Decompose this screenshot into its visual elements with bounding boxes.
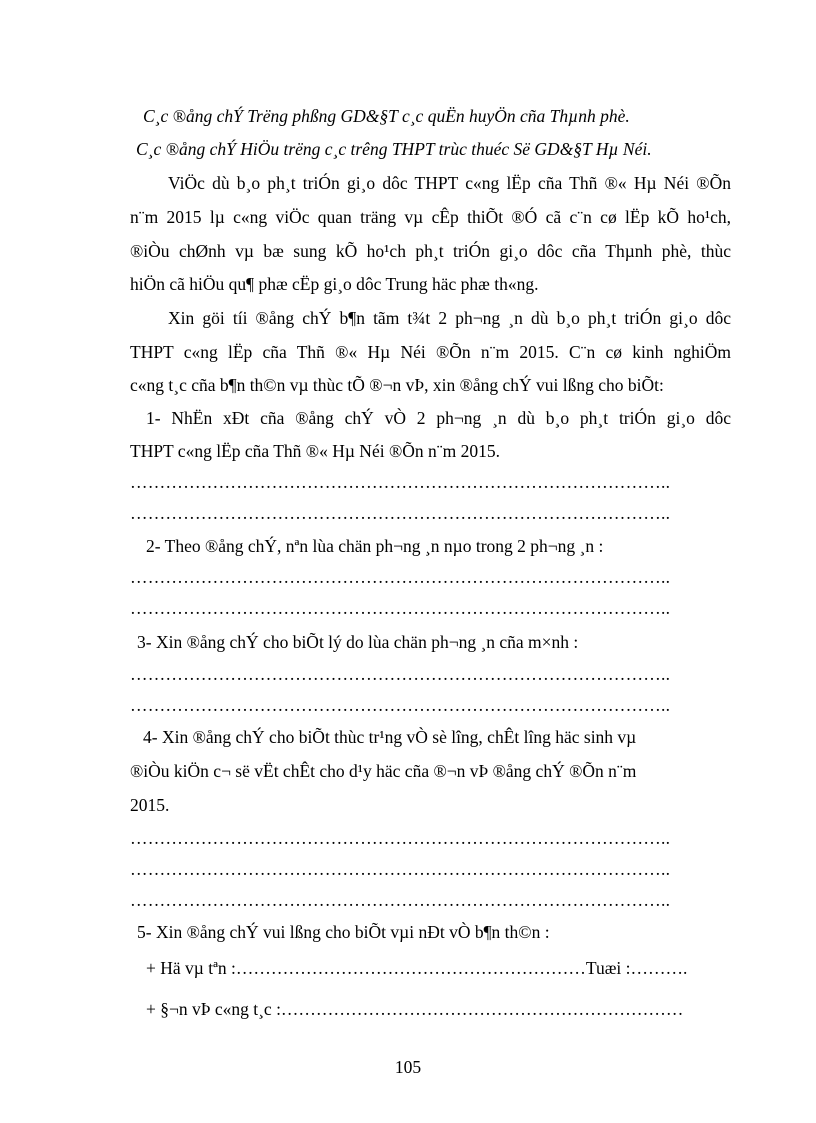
question-3: 3- Xin ®ång chÝ cho biÕt lý do lùa chän ph¬ng ¸n cña m×nh : bbox=[137, 632, 579, 652]
full-name-age-field[interactable]: + Hä vµ tªn :……………………………………………………Tuæi :………. bbox=[146, 958, 688, 978]
recipient-line-2: C¸c ®ång chÝ HiÖu trëng c¸c trêng THPT trùc thuéc Së GD&§T Hµ Néi. bbox=[136, 139, 652, 159]
answer-4-line-3[interactable]: ……………………………………………………………………………….. bbox=[130, 890, 671, 910]
question-2: 2- Theo ®ång chÝ, nªn lùa chän ph¬ng ¸n nµo trong 2 ph¬ng ¸n : bbox=[146, 536, 604, 556]
request-paragraph-line-2: THPT c«ng lËp cña Thñ ®« Hµ Néi ®Õn n¨m 2015. C¨n cø kinh nghiÖm bbox=[130, 342, 731, 362]
answer-1-line-2[interactable]: ……………………………………………………………………………….. bbox=[130, 503, 671, 523]
request-paragraph-line-1: Xin göi tíi ®ång chÝ b¶n tãm t¾t 2 ph¬ng ¸n dù b¸o ph¸t triÓn gi¸o dôc bbox=[168, 308, 731, 328]
question-4-line-3: 2015. bbox=[130, 795, 170, 815]
answer-2-line-2[interactable]: ……………………………………………………………………………….. bbox=[130, 598, 671, 618]
question-1-line-2: THPT c«ng lËp cña Thñ ®« Hµ Néi ®Õn n¨m 2015. bbox=[130, 441, 500, 461]
answer-1-line-1[interactable]: ……………………………………………………………………………….. bbox=[130, 472, 671, 492]
recipient-line-1: C¸c ®ång chÝ Trëng phßng GD&§T c¸c quËn huyÖn cña Thµnh phè. bbox=[143, 106, 630, 126]
intro-paragraph-line-1: ViÖc dù b¸o ph¸t triÓn gi¸o dôc THPT c«ng lËp cña Thñ ®« Hµ Néi ®Õn bbox=[168, 173, 731, 193]
question-4-line-1: 4- Xin ®ång chÝ cho biÕt thùc tr¹ng vÒ sè lîng, chÊt lîng häc sinh vµ bbox=[143, 727, 637, 747]
work-unit-field[interactable]: + §¬n vÞ c«ng t¸c :…………………………………………………………… bbox=[146, 999, 684, 1019]
intro-paragraph-line-4: hiÖn cã hiÖu qu¶ phæ cËp gi¸o dôc Trung häc phæ th«ng. bbox=[130, 274, 539, 294]
question-4-line-2: ®iÒu kiÖn c¬ së vËt chÊt cho d¹y häc cña ®¬n vÞ ®ång chÝ ®Õn n¨m bbox=[130, 761, 637, 781]
answer-4-line-1[interactable]: ……………………………………………………………………………….. bbox=[130, 828, 671, 848]
answer-4-line-2[interactable]: ……………………………………………………………………………….. bbox=[130, 859, 671, 879]
answer-3-line-2[interactable]: ……………………………………………………………………………….. bbox=[130, 695, 671, 715]
question-5: 5- Xin ®ång chÝ vui lßng cho biÕt vµi nÐt vÒ b¶n th©n : bbox=[137, 922, 550, 942]
page-number: 105 bbox=[394, 1057, 422, 1077]
answer-3-line-1[interactable]: ……………………………………………………………………………….. bbox=[130, 664, 671, 684]
intro-paragraph-line-3: ®iÒu chØnh vµ bæ sung kÕ ho¹ch ph¸t triÓn gi¸o dôc cña Thµnh phè, thùc bbox=[130, 241, 731, 261]
request-paragraph-line-3: c«ng t¸c cña b¶n th©n vµ thùc tÕ ®¬n vÞ, xin ®ång chÝ vui lßng cho biÕt: bbox=[130, 375, 664, 395]
question-1-line-1: 1- NhËn xÐt cña ®ång chÝ vÒ 2 ph¬ng ¸n dù b¸o ph¸t triÓn gi¸o dôc bbox=[146, 408, 731, 428]
answer-2-line-1[interactable]: ……………………………………………………………………………….. bbox=[130, 567, 671, 587]
intro-paragraph-line-2: n¨m 2015 lµ c«ng viÖc quan träng vµ cÊp thiÕt ®Ó cã c¨n cø lËp kÕ ho¹ch, bbox=[130, 207, 731, 227]
